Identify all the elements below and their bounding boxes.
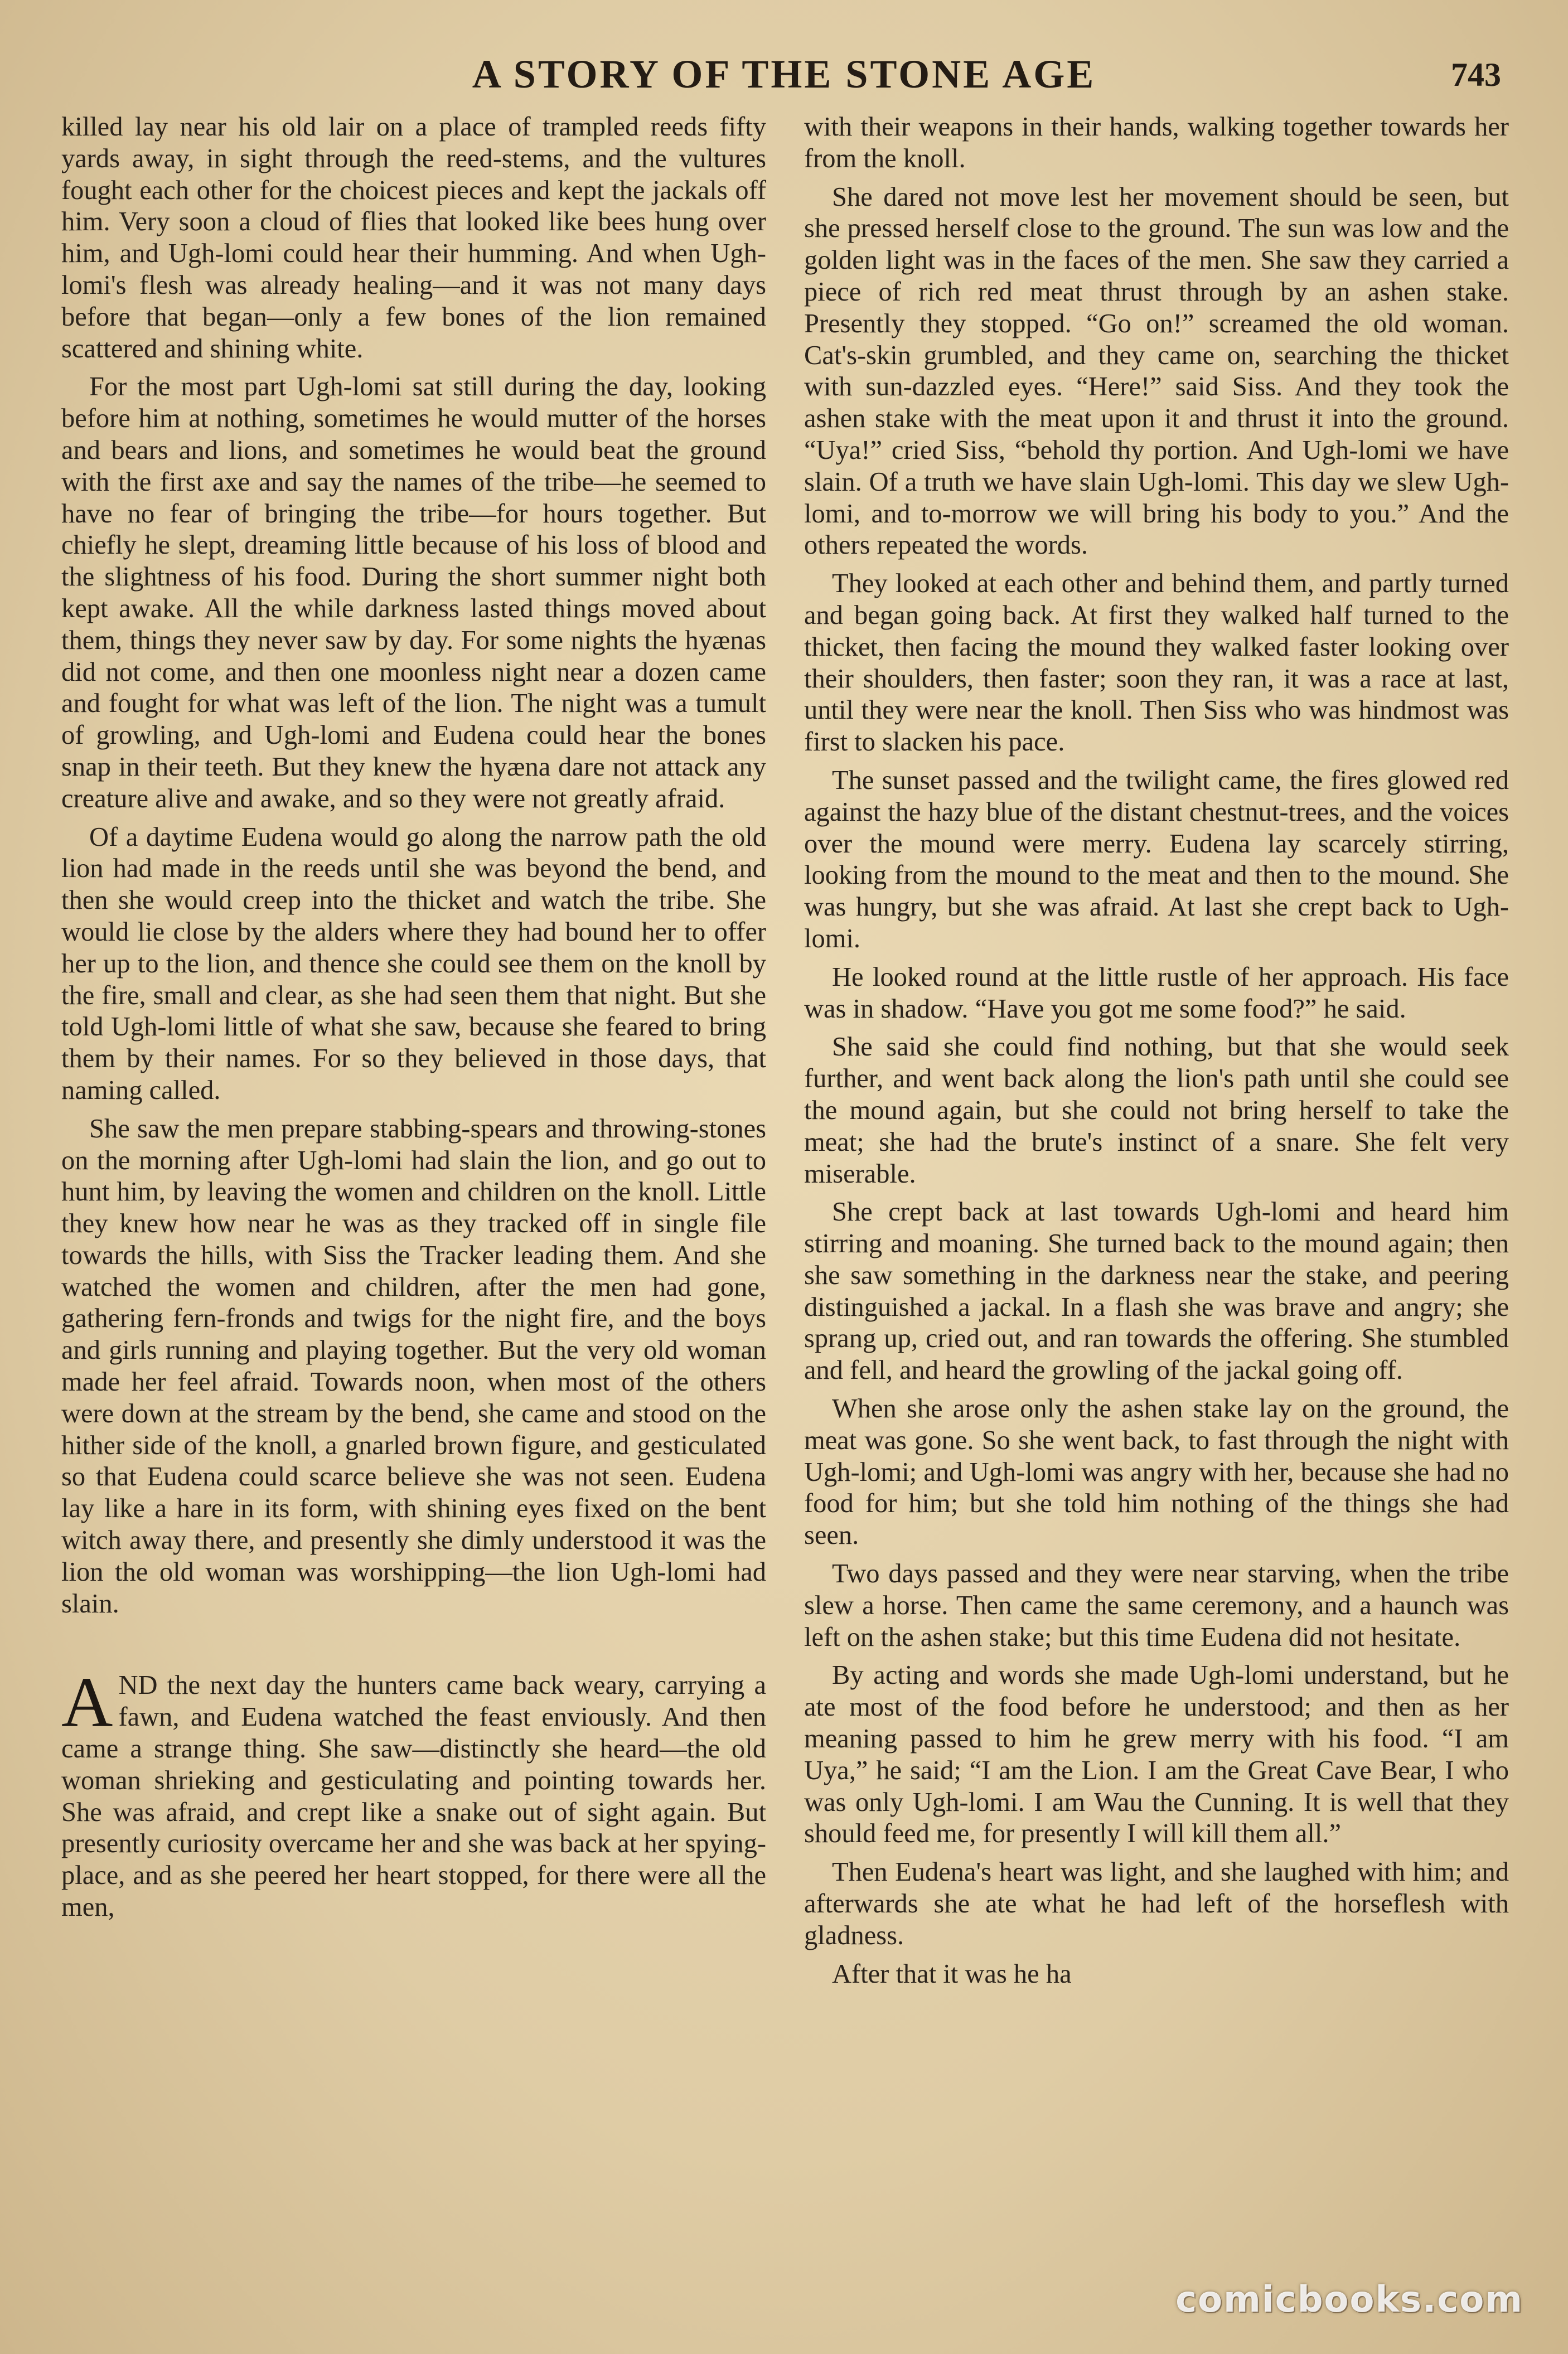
section-text: ND the next day the hunters came back weary, carrying a fawn, and Eudena watched the feast enviously. And then came a strange thing. She saw—distinctly she heard—the old woman shrieking and gesticulating and pointing towards her. She was afraid, and crept like a snake out of sight again. But presently curiosity overcame her and she was back at her spying-place, and as she peered her heart stopped, for there were all the men,	[61, 1670, 766, 1922]
paragraph: She said she could find nothing, but that she would seek further, and went back along the lion's path until she could see the mound again, but she could not bring herself to take the meat; she had the brute's instinct of a snare. She felt very miserable.	[804, 1032, 1509, 1189]
paragraph: He looked round at the little rustle of her approach. His face was in shadow. “Have you got me some food?” he said.	[804, 962, 1509, 1024]
paragraph: Of a daytime Eudena would go along the narrow path the old lion had made in the reeds until she was beyond the bend, and then she would creep into the thicket and watch the tribe. She would lie close by the alders where they had bound her to offer her up to the lion, and thence she could see them on the knoll by the fire, small and clear, as she had seen them that night. But she told Ugh-lomi little of what she saw, because she feared to bring them by their names. For so they believed in those days, that naming called.	[61, 822, 766, 1105]
paragraph: killed lay near his old lair on a place of trampled reeds fifty yards away, in sight through the reed-stems, and the vultures fought each other for the choicest pieces and kept the jackals off him. Very soon a cloud of flies that looked like bees hung over him, and Ugh-lomi could hear their humming. And when Ugh-lomi's flesh was already healing—and it was not many days before that began—only a few bones of the lion remained scattered and shining white.	[61, 112, 766, 364]
page-number: 743	[1451, 56, 1501, 93]
paragraph: The sunset passed and the twilight came, the fires glowed red against the hazy blue of the distant chestnut-trees, and the voices over the mound were merry. Eudena lay scarcely stirring, looking from the mound to the meat and then to the mound. She was hungry, but she was afraid. At last she crept back to Ugh-lomi.	[804, 765, 1509, 953]
page-title: A STORY OF THE STONE AGE	[472, 52, 1096, 96]
right-column	[804, 112, 1509, 1997]
paragraph: Then Eudena's heart was light, and she laughed with him; and afterwards she ate what he had left of the horseflesh with gladness.	[804, 1857, 1509, 1950]
paragraph: She dared not move lest her movement should be seen, but she pressed herself close to the ground. The sun was low and the golden light was in the faces of the men. She saw they carried a piece of rich red meat thrust through by an ashen stake. Presently they stopped. “Go on!” screamed the old woman. Cat's-skin grumbled, and they came on, searching the thicket with sun-dazzled eyes. “Here!” said Siss. And they took the ashen stake with the meat upon it and thrust it into the ground. “Uya!” cried Siss, “behold thy portion. And Ugh-lomi we have slain. Of a truth we have slain Ugh-lomi. This day we slew Ugh-lomi, and to-morrow we will bring his body to you.” And the others repeated the words.	[804, 182, 1509, 560]
section-start-paragraph	[61, 1663, 766, 1923]
paragraph: They looked at each other and behind them, and partly turned and began going back. At first they walked half turned to the thicket, then facing the mound they walked faster looking over their shoulders, then faster; soon they ran, it was a race at last, until they were near the knoll. Then Siss who was hindmost was first to slacken his pace.	[804, 569, 1509, 757]
paragraph: By acting and words she made Ugh-lomi understand, but he ate most of the food before he understood; and then as her meaning passed to him he grew merry with his food. “I am Uya,” he said; “I am the Lion. I am the Great Cave Bear, I who was only Ugh-lomi. I am Wau the Cunning. It is well that they should feed me, for presently I will kill them all.”	[804, 1660, 1509, 1849]
paragraph: For the most part Ugh-lomi sat still during the day, looking before him at nothing, sometimes he would mutter of the horses and bears and lions, and sometimes he would beat the ground with the first axe and say the names of the tribe—he seemed to have no fear of bringing the tribe—for hours together. But chiefly he slept, dreaming little because of his loss of blood and the slightness of his food. During the short summer night both kept awake. All the while darkness lasted things moved about them, things they never saw by day. For some nights the hyænas did not come, and then one moonless night near a dozen came and fought for what was left of the lion. The night was a tumult of growling, and Ugh-lomi and Eudena could hear the bones snap in their teeth. But they knew the hyæna dare not attack any creature alive and awake, and so they were not greatly afraid.	[61, 372, 766, 813]
watermark: comicbooks.com	[1175, 2279, 1523, 2321]
paragraph: with their weapons in their hands, walking together towards her from the knoll.	[804, 112, 1509, 173]
paragraph: When she arose only the ashen stake lay on the ground, the meat was gone. So she went back, to fast through the night with Ugh-lomi; and Ugh-lomi was angry with her, because she had no food for him; but she told him nothing of the things she had seen.	[804, 1394, 1509, 1551]
paragraph: Two days passed and they were near starving, when the tribe slew a horse. Then came the same ceremony, and a haunch was left on the ashen stake; but this time Eudena did not hesitate.	[804, 1559, 1509, 1652]
drop-cap: A	[61, 1663, 113, 1742]
paragraph: She crept back at last towards Ugh-lomi and heard him stirring and moaning. She turned back to the mound again; then she saw something in the darkness near the stake, and peering distinguished a jackal. In a flash she was brave and angry; she sprang up, cried out, and ran towards the offering. She stumbled and fell, and heard the growling of the jackal going off.	[804, 1197, 1509, 1386]
paragraph: After that it was he ha	[832, 1959, 1072, 1989]
paragraph: She saw the men prepare stabbing-spears and throwing-stones on the morning after Ugh-lomi had slain the lion, and go out to hunt him, by leaving the women and children on the knoll. Little they knew how near he was as they tracked off in single file towards the hills, with Siss the Tracker leading them. And she watched the women and children, after the men had gone, gathering fern-fronds and twigs for the night fire, and the boys and girls running and playing together. But the very old woman made her feel afraid. Towards noon, when most of the others were down at the stream by the bend, she came and stood on the hither side of the knoll, a gnarled brown figure, and gesticulated so that Eudena could scarce believe she was not seen. Eudena lay like a hare in its form, with shining eyes fixed on the bent witch away there, and presently she dimly understood it was the lion the old woman was worshipping—the lion Ugh-lomi had slain.	[61, 1113, 766, 1619]
running-header	[61, 51, 1507, 101]
left-column	[61, 112, 766, 1930]
